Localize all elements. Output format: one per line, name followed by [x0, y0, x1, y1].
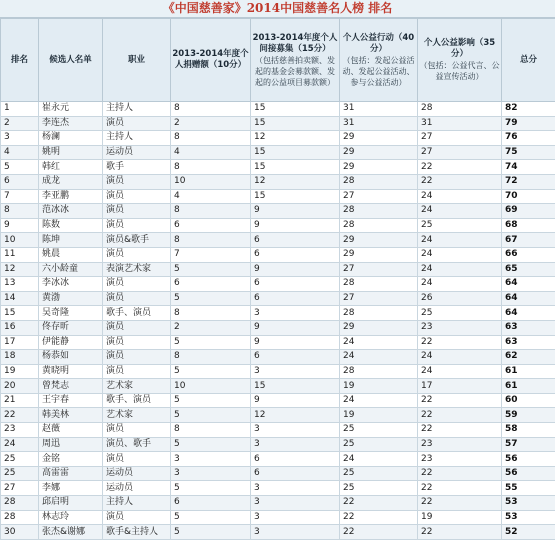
cell-total: 63: [502, 320, 555, 335]
cell-job: 运动员: [103, 145, 171, 160]
cell-action: 28: [340, 306, 418, 321]
cell-rank: 23: [1, 423, 39, 438]
cell-total: 79: [502, 116, 555, 131]
cell-influence: 22: [418, 481, 502, 496]
cell-donation: 2: [171, 320, 251, 335]
cell-influence: 26: [418, 291, 502, 306]
header-action-note: （包括：发起公益活动、发起公益活动、参与公益活动）: [342, 55, 415, 87]
cell-fundraise: 9: [251, 204, 340, 219]
cell-name: 林志玲: [39, 510, 103, 525]
cell-action: 25: [340, 423, 418, 438]
cell-influence: 19: [418, 510, 502, 525]
cell-action: 31: [340, 102, 418, 117]
cell-fundraise: 12: [251, 174, 340, 189]
page-title: 《中国慈善家》2014中国慈善名人榜 排名: [0, 0, 555, 18]
cell-rank: 21: [1, 393, 39, 408]
cell-donation: 6: [171, 218, 251, 233]
header-job: 职业: [103, 19, 171, 102]
cell-total: 66: [502, 247, 555, 262]
cell-fundraise: 6: [251, 350, 340, 365]
cell-action: 22: [340, 510, 418, 525]
cell-job: 艺术家: [103, 408, 171, 423]
cell-influence: 22: [418, 496, 502, 511]
cell-fundraise: 3: [251, 364, 340, 379]
cell-job: 演员: [103, 320, 171, 335]
cell-total: 67: [502, 233, 555, 248]
cell-fundraise: 6: [251, 247, 340, 262]
table-row: [1, 291, 555, 306]
cell-influence: 22: [418, 423, 502, 438]
cell-rank: 17: [1, 335, 39, 350]
cell-influence: 27: [418, 131, 502, 146]
cell-job: 演员、歌手: [103, 437, 171, 452]
cell-donation: 8: [171, 350, 251, 365]
cell-fundraise: 3: [251, 496, 340, 511]
cell-action: 28: [340, 277, 418, 292]
cell-action: 31: [340, 116, 418, 131]
cell-total: 68: [502, 218, 555, 233]
cell-donation: 6: [171, 496, 251, 511]
table-row: [1, 364, 555, 379]
header-influence-title: 个人公益影响（35分）: [423, 38, 496, 59]
cell-fundraise: 15: [251, 145, 340, 160]
cell-fundraise: 15: [251, 102, 340, 117]
cell-total: 82: [502, 102, 555, 117]
table-row: [1, 335, 555, 350]
cell-influence: 24: [418, 350, 502, 365]
cell-action: 27: [340, 262, 418, 277]
cell-action: 24: [340, 350, 418, 365]
cell-influence: 24: [418, 277, 502, 292]
cell-job: 演员: [103, 189, 171, 204]
cell-rank: 11: [1, 247, 39, 262]
cell-name: 黄渤: [39, 291, 103, 306]
cell-action: 27: [340, 189, 418, 204]
cell-total: 70: [502, 189, 555, 204]
cell-fundraise: 3: [251, 306, 340, 321]
cell-rank: 25: [1, 452, 39, 467]
cell-influence: 24: [418, 204, 502, 219]
cell-rank: 1: [1, 102, 39, 117]
cell-name: 金铭: [39, 452, 103, 467]
cell-total: 61: [502, 364, 555, 379]
cell-fundraise: 9: [251, 393, 340, 408]
header-total: 总分: [502, 19, 555, 102]
cell-job: 演员: [103, 291, 171, 306]
cell-job: 演员: [103, 423, 171, 438]
cell-rank: 30: [1, 525, 39, 540]
cell-job: 演员: [103, 364, 171, 379]
table-row: [1, 466, 555, 481]
table-row: [1, 189, 555, 204]
table-row: [1, 131, 555, 146]
cell-rank: 13: [1, 277, 39, 292]
cell-name: 邱启明: [39, 496, 103, 511]
cell-total: 64: [502, 277, 555, 292]
cell-action: 24: [340, 393, 418, 408]
cell-total: 69: [502, 204, 555, 219]
cell-action: 25: [340, 466, 418, 481]
cell-fundraise: 9: [251, 262, 340, 277]
cell-influence: 31: [418, 116, 502, 131]
cell-action: 29: [340, 320, 418, 335]
cell-action: 28: [340, 218, 418, 233]
cell-total: 60: [502, 393, 555, 408]
header-fundraise: [251, 19, 340, 102]
table-row: [1, 262, 555, 277]
cell-rank: 28: [1, 510, 39, 525]
cell-donation: 5: [171, 510, 251, 525]
header-influence-note: （包括：公益代言、公益宣传活动）: [419, 61, 500, 81]
cell-donation: 5: [171, 291, 251, 306]
cell-action: 29: [340, 160, 418, 175]
cell-total: 76: [502, 131, 555, 146]
cell-donation: 6: [171, 277, 251, 292]
cell-total: 72: [502, 174, 555, 189]
cell-fundraise: 3: [251, 525, 340, 540]
cell-donation: 7: [171, 247, 251, 262]
header-donation: 2013-2014年度个人捐赠额（10分）: [171, 19, 251, 102]
cell-total: 53: [502, 510, 555, 525]
cell-action: 28: [340, 204, 418, 219]
cell-donation: 10: [171, 379, 251, 394]
cell-total: 75: [502, 145, 555, 160]
cell-job: 演员: [103, 204, 171, 219]
cell-job: 演员&歌手: [103, 233, 171, 248]
cell-job: 演员: [103, 335, 171, 350]
cell-action: 22: [340, 496, 418, 511]
table-row: [1, 408, 555, 423]
cell-rank: 6: [1, 174, 39, 189]
cell-total: 58: [502, 423, 555, 438]
table-row: [1, 145, 555, 160]
cell-total: 52: [502, 525, 555, 540]
table-row: [1, 160, 555, 175]
cell-rank: 15: [1, 306, 39, 321]
cell-donation: 5: [171, 437, 251, 452]
cell-fundraise: 12: [251, 131, 340, 146]
cell-donation: 8: [171, 204, 251, 219]
cell-name: 李连杰: [39, 116, 103, 131]
cell-total: 61: [502, 379, 555, 394]
cell-job: 演员: [103, 247, 171, 262]
cell-fundraise: 6: [251, 466, 340, 481]
cell-influence: 22: [418, 335, 502, 350]
ranking-table: [0, 18, 555, 540]
cell-total: 64: [502, 291, 555, 306]
table-row: [1, 277, 555, 292]
cell-name: 佟存昕: [39, 320, 103, 335]
cell-total: 59: [502, 408, 555, 423]
cell-name: 杨恭如: [39, 350, 103, 365]
cell-name: 陈数: [39, 218, 103, 233]
cell-name: 六小龄童: [39, 262, 103, 277]
cell-name: 韩美林: [39, 408, 103, 423]
cell-donation: 8: [171, 160, 251, 175]
cell-job: 歌手: [103, 160, 171, 175]
cell-job: 演员: [103, 452, 171, 467]
header-rank: 排名: [1, 19, 39, 102]
cell-action: 24: [340, 335, 418, 350]
cell-fundraise: 15: [251, 116, 340, 131]
cell-influence: 22: [418, 393, 502, 408]
cell-rank: 2: [1, 116, 39, 131]
cell-influence: 28: [418, 102, 502, 117]
cell-rank: 24: [1, 437, 39, 452]
cell-fundraise: 15: [251, 160, 340, 175]
cell-fundraise: 3: [251, 437, 340, 452]
cell-donation: 5: [171, 408, 251, 423]
cell-donation: 8: [171, 306, 251, 321]
cell-job: 运动员: [103, 466, 171, 481]
cell-action: 19: [340, 408, 418, 423]
cell-donation: 8: [171, 131, 251, 146]
cell-rank: 5: [1, 160, 39, 175]
cell-influence: 23: [418, 320, 502, 335]
cell-total: 74: [502, 160, 555, 175]
cell-name: 李冰冰: [39, 277, 103, 292]
cell-job: 主持人: [103, 102, 171, 117]
cell-action: 29: [340, 233, 418, 248]
cell-influence: 22: [418, 408, 502, 423]
header-fundraise-note: （包括慈善拍卖额、发起的基金会募款额、发起的公益项目募款额）: [255, 55, 335, 87]
table-row: [1, 496, 555, 511]
cell-influence: 22: [418, 174, 502, 189]
cell-donation: 8: [171, 102, 251, 117]
table-row: [1, 218, 555, 233]
cell-fundraise: 12: [251, 408, 340, 423]
cell-influence: 24: [418, 233, 502, 248]
cell-fundraise: 3: [251, 481, 340, 496]
cell-rank: 8: [1, 204, 39, 219]
cell-name: 姚明: [39, 145, 103, 160]
table-row: [1, 306, 555, 321]
cell-job: 主持人: [103, 131, 171, 146]
cell-job: 演员: [103, 510, 171, 525]
table-row: [1, 320, 555, 335]
cell-donation: 4: [171, 189, 251, 204]
cell-action: 28: [340, 174, 418, 189]
cell-donation: 4: [171, 145, 251, 160]
cell-rank: 18: [1, 350, 39, 365]
cell-total: 56: [502, 452, 555, 467]
cell-donation: 5: [171, 481, 251, 496]
cell-total: 56: [502, 466, 555, 481]
cell-action: 19: [340, 379, 418, 394]
cell-donation: 3: [171, 466, 251, 481]
cell-job: 演员: [103, 218, 171, 233]
cell-action: 25: [340, 481, 418, 496]
cell-job: 歌手、演员: [103, 306, 171, 321]
cell-total: 57: [502, 437, 555, 452]
cell-rank: 14: [1, 291, 39, 306]
cell-influence: 24: [418, 364, 502, 379]
cell-name: 周迅: [39, 437, 103, 452]
cell-job: 演员: [103, 174, 171, 189]
cell-name: 崔永元: [39, 102, 103, 117]
cell-name: 陈坤: [39, 233, 103, 248]
cell-name: 高雷雷: [39, 466, 103, 481]
cell-name: 姚晨: [39, 247, 103, 262]
cell-donation: 5: [171, 525, 251, 540]
cell-total: 65: [502, 262, 555, 277]
cell-influence: 22: [418, 160, 502, 175]
cell-job: 艺术家: [103, 379, 171, 394]
cell-total: 63: [502, 335, 555, 350]
table-row: [1, 102, 555, 117]
cell-donation: 3: [171, 452, 251, 467]
cell-donation: 5: [171, 364, 251, 379]
cell-name: 张杰&谢娜: [39, 525, 103, 540]
cell-donation: 5: [171, 262, 251, 277]
cell-action: 25: [340, 437, 418, 452]
cell-influence: 23: [418, 452, 502, 467]
cell-job: 歌手&主持人: [103, 525, 171, 540]
cell-fundraise: 9: [251, 218, 340, 233]
cell-influence: 17: [418, 379, 502, 394]
table-row: [1, 452, 555, 467]
cell-job: 歌手、演员: [103, 393, 171, 408]
cell-job: 主持人: [103, 496, 171, 511]
cell-action: 24: [340, 452, 418, 467]
cell-action: 27: [340, 291, 418, 306]
cell-fundraise: 15: [251, 189, 340, 204]
cell-rank: 4: [1, 145, 39, 160]
cell-job: 运动员: [103, 481, 171, 496]
cell-donation: 2: [171, 116, 251, 131]
header-name: 候选人名单: [39, 19, 103, 102]
header-fundraise-title: 2013-2014年度个人间接募集（15分）: [252, 32, 338, 54]
cell-name: 李娜: [39, 481, 103, 496]
cell-rank: 19: [1, 364, 39, 379]
table-row: [1, 393, 555, 408]
cell-rank: 7: [1, 189, 39, 204]
cell-fundraise: 6: [251, 277, 340, 292]
cell-fundraise: 3: [251, 423, 340, 438]
cell-action: 29: [340, 247, 418, 262]
table-row: [1, 525, 555, 540]
cell-job: 演员: [103, 116, 171, 131]
cell-influence: 25: [418, 306, 502, 321]
cell-name: 杨澜: [39, 131, 103, 146]
cell-action: 22: [340, 525, 418, 540]
cell-name: 王宇春: [39, 393, 103, 408]
cell-total: 53: [502, 496, 555, 511]
cell-rank: 9: [1, 218, 39, 233]
table-row: [1, 174, 555, 189]
cell-name: 赵薇: [39, 423, 103, 438]
cell-rank: 3: [1, 131, 39, 146]
cell-fundraise: 3: [251, 510, 340, 525]
cell-donation: 5: [171, 335, 251, 350]
cell-name: 伊能静: [39, 335, 103, 350]
cell-fundraise: 9: [251, 335, 340, 350]
cell-action: 28: [340, 364, 418, 379]
cell-rank: 27: [1, 481, 39, 496]
cell-name: 吴奇隆: [39, 306, 103, 321]
table-row: [1, 379, 555, 394]
cell-influence: 27: [418, 145, 502, 160]
cell-name: 范冰冰: [39, 204, 103, 219]
cell-job: 演员: [103, 350, 171, 365]
cell-action: 29: [340, 131, 418, 146]
cell-donation: 8: [171, 233, 251, 248]
table-row: [1, 423, 555, 438]
cell-rank: 10: [1, 233, 39, 248]
cell-influence: 22: [418, 466, 502, 481]
cell-rank: 16: [1, 320, 39, 335]
cell-name: 黄晓明: [39, 364, 103, 379]
table-row: [1, 247, 555, 262]
cell-donation: 10: [171, 174, 251, 189]
table-row: [1, 437, 555, 452]
cell-fundraise: 9: [251, 320, 340, 335]
cell-name: 成龙: [39, 174, 103, 189]
cell-rank: 25: [1, 466, 39, 481]
header-action: [340, 19, 418, 102]
table-row: [1, 204, 555, 219]
cell-fundraise: 15: [251, 379, 340, 394]
cell-total: 55: [502, 481, 555, 496]
cell-name: 李亚鹏: [39, 189, 103, 204]
cell-influence: 25: [418, 218, 502, 233]
cell-rank: 20: [1, 379, 39, 394]
cell-name: 曾梵志: [39, 379, 103, 394]
cell-total: 64: [502, 306, 555, 321]
cell-influence: 22: [418, 525, 502, 540]
cell-fundraise: 6: [251, 291, 340, 306]
cell-job: 演员: [103, 277, 171, 292]
cell-rank: 12: [1, 262, 39, 277]
cell-rank: 22: [1, 408, 39, 423]
cell-influence: 24: [418, 189, 502, 204]
header-action-title: 个人公益行动（40分）: [342, 32, 415, 54]
cell-donation: 8: [171, 423, 251, 438]
cell-job: 表演艺术家: [103, 262, 171, 277]
table-row: [1, 481, 555, 496]
cell-donation: 5: [171, 393, 251, 408]
cell-influence: 24: [418, 247, 502, 262]
cell-rank: 28: [1, 496, 39, 511]
cell-name: 韩红: [39, 160, 103, 175]
table-row: [1, 510, 555, 525]
cell-total: 62: [502, 350, 555, 365]
cell-action: 29: [340, 145, 418, 160]
cell-influence: 24: [418, 262, 502, 277]
table-row: [1, 350, 555, 365]
table-row: [1, 116, 555, 131]
cell-fundraise: 6: [251, 452, 340, 467]
header-influence: [418, 19, 502, 102]
cell-fundraise: 6: [251, 233, 340, 248]
table-row: [1, 233, 555, 248]
cell-influence: 23: [418, 437, 502, 452]
ranking-body: [1, 102, 555, 540]
